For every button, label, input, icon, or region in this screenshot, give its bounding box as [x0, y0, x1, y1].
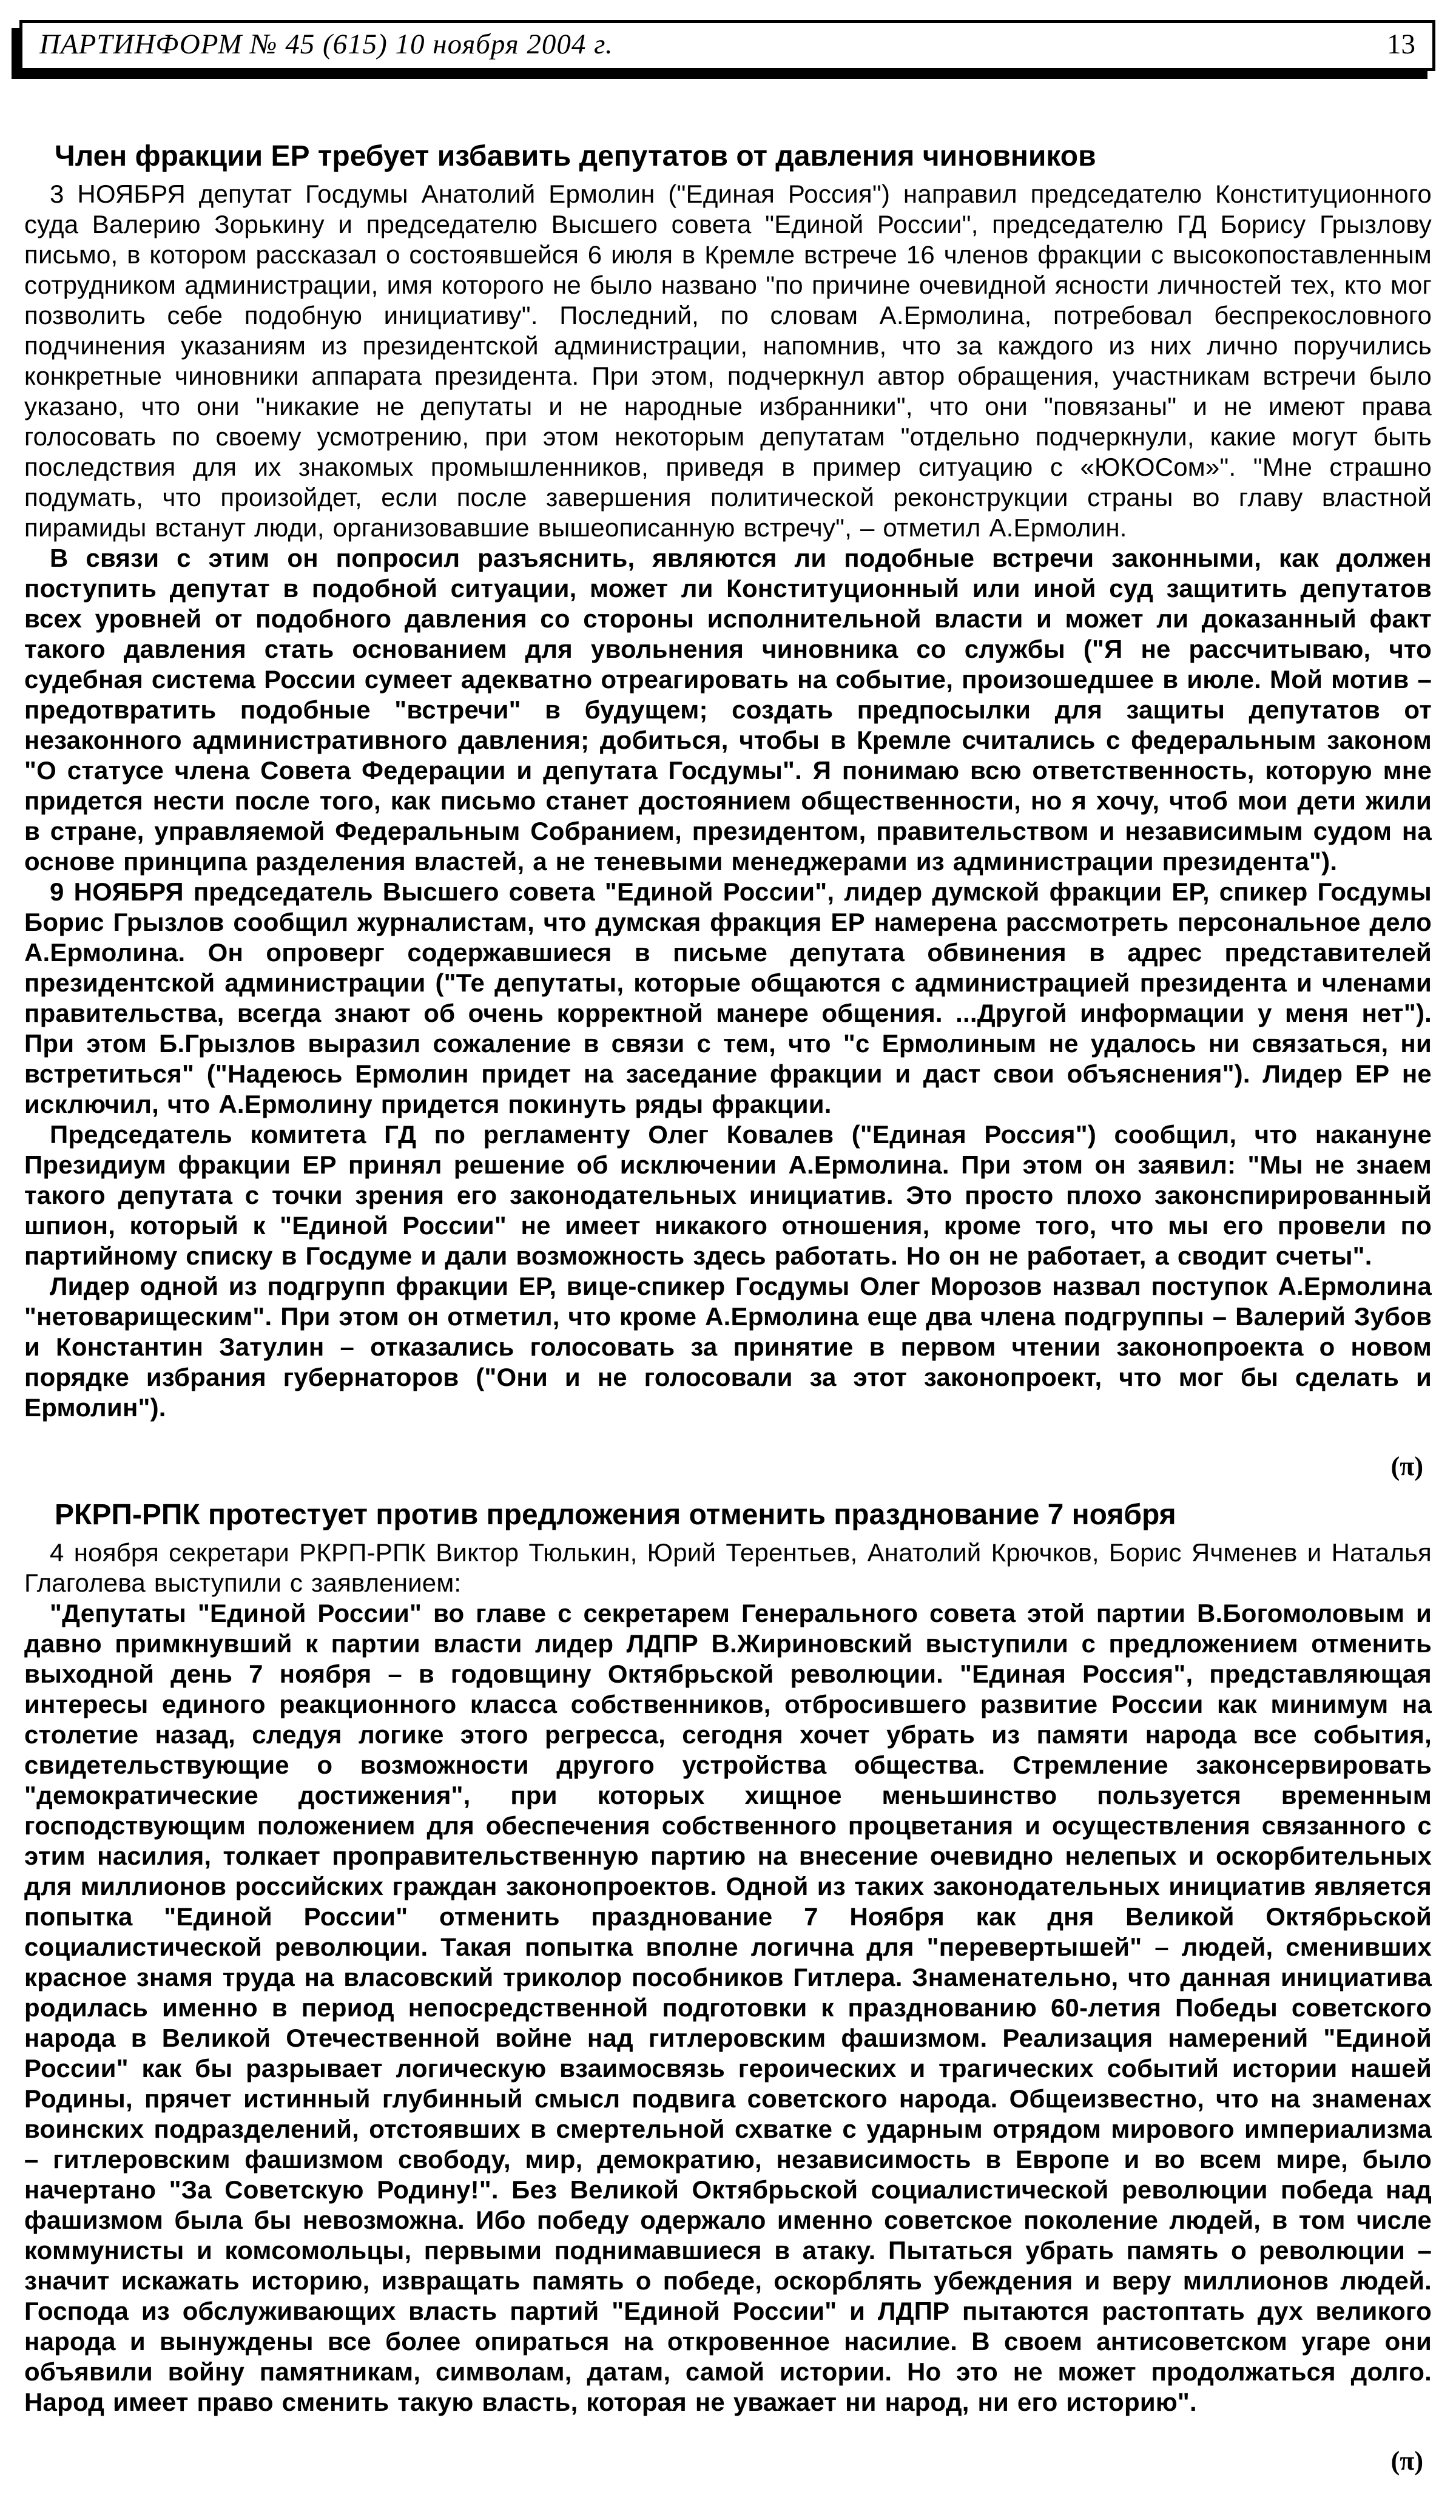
page-number: 13	[1387, 29, 1415, 60]
section-end-pi-mark: (π)	[1390, 2446, 1423, 2476]
article-paragraph: 9 НОЯБРЯ председатель Высшего совета "Единой России", лидер думской фракции ЕР, спикер Госдумы Борис Грызлов сообщил журналистам, что думская фракция ЕР намерена рассмотреть персональное дело А.Ермолина. Он опроверг содержавшиеся в письме депутата обвинения в адрес представителей президентской администрации ("Те депутаты, которые общаются с администрацией президента и членами правительства, всегда знают об очень корректной манере общения. ...Другой информации у меня нет"). При этом Б.Грызлов выразил сожаление в связи с тем, что "с Ермолиным не удалось ни связаться, ни встретиться" ("Надеюсь Ермолин придет на заседание фракции и даст свои объяснения"). Лидер ЕР не исключил, что А.Ермолину придется покинуть ряды фракции.	[24, 877, 1432, 1118]
article-paragraph: В связи с этим он попросил разъяснить, являются ли подобные встречи законными, как должен поступить депутат в подобной ситуации, может ли Конституционный или иной суд защитить депутатов всех уровней от подобного давления со стороны исполнительной власти и может ли доказанный факт такого давления стать основанием для увольнения чиновника со службы ("Я не рассчитываю, что судебная система России сумеет адекватно отреагировать на событие, произошедшее в июле. Мой мотив – предотвратить подобные "встречи" в будущем; создать предпосылки для защиты депутатов от незаконного административного давления; добиться, чтобы в Кремле считались с федеральным законом "О статусе члена Совета Федерации и депутата Госдумы". Я понимаю всю ответственность, которую мне придется нести после того, как письмо станет достоянием общественности, но я хочу, чтоб мои дети жили в стране, управляемой Федеральным Собранием, президентом, правительством и независимым судом на основе принципа разделения властей, а не теневыми менеджерами из администрации президента").	[24, 544, 1432, 876]
article-title: Член фракции ЕР требует избавить депутатов от давления чиновников	[55, 140, 1096, 172]
article-paragraph: 4 ноября секретари РКРП-РПК Виктор Тюлькин, Юрий Терентьев, Анатолий Крючков, Борис Ячменев и Наталья Глаголева выступили с заявлением:	[24, 1538, 1432, 1597]
page-header	[19, 20, 1435, 71]
article-paragraph: Лидер одной из подгрупп фракции ЕР, вице-спикер Госдумы Олег Морозов назвал поступок А.Ермолина "нетоварищеским". При этом он отметил, что кроме А.Ермолина еще два члена подгруппы – Валерий Зубов и Константин Затулин – отказались голосовать за принятие в первом чтении законопроекта о новом порядке избрания губернаторов ("Они и не голосовали за этот законопроект, что мог бы сделать и Ермолин").	[24, 1272, 1432, 1422]
article-er-faction	[24, 139, 1432, 1482]
article-body	[24, 179, 1432, 1423]
section-end-pi-mark: (π)	[1390, 1451, 1423, 1481]
article-paragraph: "Депутаты "Единой России" во главе с секретарем Генерального совета этой партии В.Богомоловым и давно примкнувший к партии власти лидер ЛДПР В.Жириновский выступили с предложением отменить выходной день 7 ноября – в годовщину Октябрьской революции. "Единая Россия", представляющая интересы единого реакционного класса собственников, отбросившего развитие России как минимум на столетие назад, следуя логике этого регресса, сегодня хочет убрать из памяти народа все события, свидетельствующие о возможности другого устройства общества. Стремление законсервировать "демократические достижения", при которых хищное меньшинство пользуется временным господствующим положением для обеспечения собственного процветания и осуществления связанного с этим насилия, толкает проправительственную партию на внесение очевидно нелепых и оскорбительных для миллионов российских граждан законопроектов. Одной из таких законодательных инициатив является попытка "Единой России" отменить празднование 7 Ноября как дня Великой Октябрьской социалистической революции. Такая попытка вполне логична для "перевертышей" – людей, сменивших красное знамя труда на власовский триколор пособников Гитлера. Знаменательно, что данная инициатива родилась именно в период непосредственной подготовки к празднованию 60-летия Победы советского народа в Великой Отечественной войне над гитлеровским фашизмом. Реализация намерений "Единой России" как бы разрывает логическую взаимосвязь героических и трагических событий истории нашей Родины, прячет истинный глубинный смысл подвига советского народа. Общеизвестно, что на знаменах воинских подразделений, отстоявших в смертельной схватке с ударным отрядом мирового империализма – гитлеровским фашизмом свободу, мир, демократию, независимость в Европе и во всем мире, было начертано "За Советскую Родину!". Без Великой Октябрьской социалистической революции победа над фашизмом была бы невозможна. Ибо победу одержало именно советское поколение людей, в том числе коммунисты и комсомольцы, первыми поднимавшиеся в атаку. Пытаться убрать память о революции – значит искажать историю, извращать память о победе, оскорблять убеждения и веру миллионов людей. Господа из обслуживающих власть партий "Единой России" и ЛДПР пытаются растоптать дух великого народа и вынуждены все более опираться на откровенное насилие. В своем антисоветском угаре они объявили войну памятникам, символам, датам, самой истории. Но это не может продолжаться долго. Народ имеет право сменить такую власть, которая не уважает ни народ, ни его историю".	[24, 1599, 1432, 2416]
article-body	[24, 1538, 1432, 2417]
article-rkrp-rpk	[24, 1498, 1432, 2476]
newsletter-title: ПАРТИНФОРМ № 45 (615) 10 ноября 2004 г.	[39, 29, 613, 60]
article-paragraph: 3 НОЯБРЯ депутат Госдумы Анатолий Ермолин ("Единая Россия") направил председателю Конституционного суда Валерию Зорькину и председателю Высшего совета "Единой России", председателю ГД Борису Грызлову письмо, в котором рассказал о состоявшейся 6 июля в Кремле встрече 16 членов фракции с высокопоставленным сотрудником администрации, имя которого не было названо "по причине очевидной ясности личностей тех, кто мог позволить себе подобную инициативу". Последний, по словам А.Ермолина, потребовал беспрекословного подчинения указаниям из президентской администрации, напомнив, что за каждого из них лично поручились конкретные чиновники аппарата президента. При этом, подчеркнул автор обращения, участникам встречи было указано, что они "никакие не депутаты и не народные избранники", что они "повязаны" и не имеют права голосовать по своему усмотрению, при этом некоторым депутатам "отдельно подчеркнули, какие могут быть последствия для их знакомых промышленников, приведя в пример ситуацию с «ЮКОСом»". "Мне страшно подумать, что произойдет, если после завершения политической реконструкции страны во главу властной пирамиды встанут люди, организовавшие вышеописанную встречу", – отметил А.Ермолин.	[24, 180, 1432, 542]
article-paragraph: Председатель комитета ГД по регламенту Олег Ковалев ("Единая Россия") сообщил, что накануне Президиум фракции ЕР принял решение об исключении А.Ермолина. При этом он заявил: "Мы не знаем такого депутата с точки зрения его законодательных инициатив. Это просто плохо законспирированный шпион, который к "Единой России" не имеет никакого отношения, кроме того, что мы его провели по партийному списку в Госдуме и дали возможность здесь работать. Но он не работает, а сводит счеты".	[24, 1120, 1432, 1270]
article-title: РКРП-РПК протестует против предложения отменить празднование 7 ноября	[55, 1499, 1176, 1531]
